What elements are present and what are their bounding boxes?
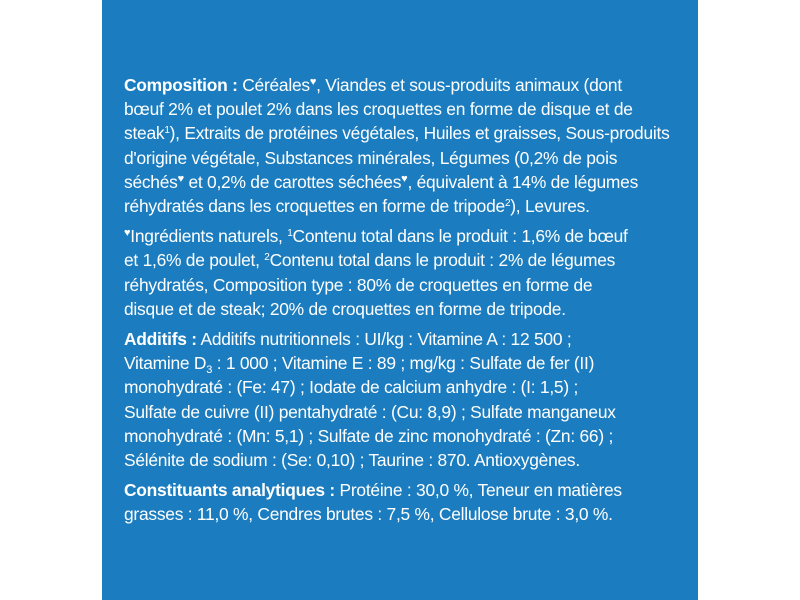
label-panel (102, 0, 698, 600)
heart-icon: ♥ (124, 227, 131, 240)
heart-icon: ♥ (401, 172, 408, 185)
composition-line-6: réhydratés dans les croquettes en forme de tripode$^2$), Levures. (124, 196, 590, 217)
notes-line-1: ♥Ingrédients naturels, $^1$Contenu total dans le produit : 1,6% de bœuf (124, 226, 628, 247)
heart-icon: ♥ (177, 172, 184, 185)
additifs-heading: Additifs : (124, 329, 197, 350)
notes-line-3: réhydratés, Composition type : 80% de croquettes en forme de (124, 274, 593, 295)
notes-paragraph (124, 224, 680, 321)
additifs-paragraph (124, 327, 680, 472)
composition-paragraph (124, 73, 680, 218)
notes-line-2: et 1,6% de poulet, $^2$Contenu total dans le produit : 2% de légumes (124, 250, 616, 271)
footnote-2-marker: 2 (504, 198, 511, 210)
additifs-line-1: Additifs : Additifs nutritionnels : UI/kg : Vitamine A : 12 500 ; (124, 329, 572, 350)
composition-heading: Composition : (124, 75, 238, 95)
additifs-line-2: Vitamine $D_3$ : 1 000 ; Vitamine E : 89 ; mg/kg : Sulfate de fer (II) (124, 353, 595, 377)
composition-line-2: bœuf 2% et poulet 2% dans les croquettes en forme de disque et de (124, 99, 633, 120)
composition-line-4: d'origine végétale, Substances minérales, Légumes (0,2% de pois (124, 147, 618, 168)
additifs-line-5: monohydraté : (Mn: 5,1) ; Sulfate de zinc monohydraté : (Zn: 66) ; (124, 425, 614, 446)
composition-line-1: Composition : Céréales♥, Viandes et sous-produits animaux (dont (124, 75, 622, 95)
constituants-paragraph (124, 478, 680, 526)
label-text (124, 73, 680, 533)
constituants-line-1: Constituants analytiques : Protéine : 30,0 %, Teneur en matières (124, 480, 622, 501)
footnote-1-marker: 1 (164, 125, 170, 137)
heart-icon: ♥ (309, 76, 317, 88)
constituants-heading: Constituants analytiques : (124, 480, 335, 501)
notes-line-4: disque et de steak; 20% de croquettes en forme de tripode. (124, 298, 566, 319)
additifs-line-4: Sulfate de cuivre (II) pentahydraté : (Cu: 8,9) ; Sulfate manganeux (124, 401, 616, 422)
composition-line-3: steak$^1$), Extraits de protéines végétales, Huiles et graisses, Sous-produits (124, 123, 670, 144)
constituants-line-2: grasses : 11,0 %, Cendres brutes : 7,5 %, Cellulose brute : 3,0 %. (124, 504, 613, 525)
composition-line-5: séchés♥ et 0,2% de carottes séchées♥, équivalent à 14% de légumes (124, 171, 639, 192)
additifs-line-3: monohydraté : (Fe: 47) ; Iodate de calcium anhydre : (I: 1,5) ; (124, 377, 579, 398)
additifs-line-6: Sélénite de sodium : (Se: 0,10) ; Taurine : 870. Antioxygènes. (124, 450, 580, 471)
